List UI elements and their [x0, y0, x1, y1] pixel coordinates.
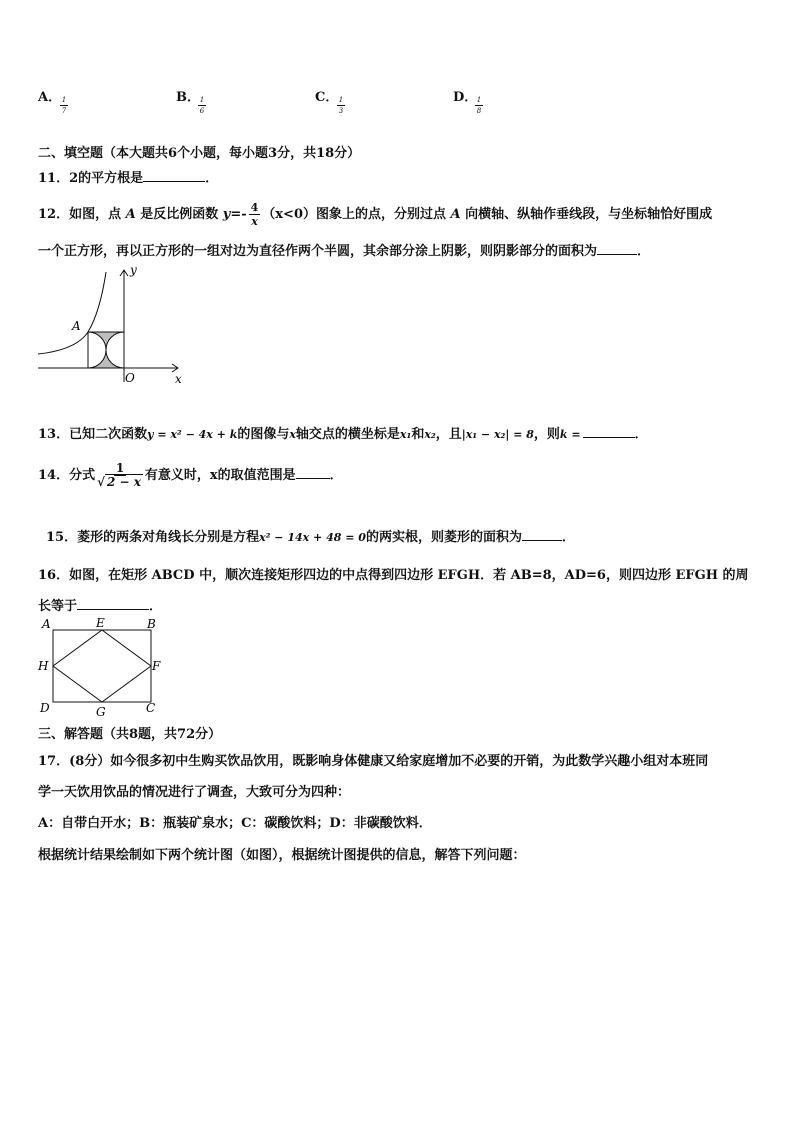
option-b-letter: B．	[176, 90, 200, 105]
label-e: E	[96, 616, 105, 630]
label-f: F	[152, 659, 161, 673]
question-17-line3: A：自带白开水；B：瓶装矿泉水；C：碳酸饮料；D：非碳酸饮料．	[38, 816, 432, 831]
option-a-letter: A．	[38, 90, 62, 105]
label-y: y	[130, 263, 137, 277]
option-a-fraction: 1 7	[61, 96, 67, 115]
q16-figure	[34, 614, 168, 720]
question-11: 11．2的平方根是 ．	[38, 171, 219, 186]
q14-fraction: $\frac{1}{√ 2 - x}$	[97, 461, 141, 489]
q11-text: 11．2的平方根是	[38, 171, 144, 186]
q12-figure	[36, 262, 186, 387]
option-a	[38, 86, 61, 105]
question-15: 15．菱形的两条对角线长分别是方程x² − 14x + 48 = 0的两实根，则菱形的面积为 ．	[46, 530, 575, 545]
question-12-line1: 12．如图，点 A 是反比例函数 y=- $\frac{4}{x}$ （x<0）图象上的点，分别过点 A 向横轴、纵轴作垂线段，与坐标轴恰好围成	[38, 201, 713, 228]
question-13: 13．已知二次函数y = x² − 4x + k的图像与x轴交点的横坐标是x₁和x₂，且|x₁ − x₂| = 8，则k = ．	[38, 427, 648, 442]
question-17-line1: 17．(8分）如今很多初中生购买饮品饮用，既影响身体健康又给家庭增加不必要的开销，为此数学兴趣小组对本班同	[38, 754, 709, 769]
question-17-line4: 根据统计结果绘制如下两个统计图（如图），根据统计图提供的信息，解答下列问题：	[38, 848, 526, 863]
rhombus-efgh	[53, 630, 151, 702]
label-a: A	[72, 319, 81, 333]
answer-blank	[522, 528, 562, 541]
option-d-fraction: 1 8	[476, 96, 482, 115]
option-d-letter: D．	[453, 90, 478, 105]
answer-blank	[583, 425, 635, 438]
q12-fraction: $\frac{4}{x}$	[250, 201, 259, 228]
option-b-fraction: 1 6	[199, 96, 205, 115]
question-16-line2: 长等于 ．	[38, 599, 163, 614]
option-c-fraction: 1 3	[338, 96, 344, 115]
option-c-letter: C．	[315, 90, 339, 105]
label-d: D	[40, 701, 50, 715]
question-14: 14．分式 $\frac{1}{√ 2 - x}$ 有意义时，x的取值范围是 ．	[38, 461, 343, 489]
question-12-line2: 一个正方形，再以正方形的一组对边为直径作两个半圆，其余部分涂上阴影，则阴影部分的面积为 ．	[38, 244, 651, 259]
section3-title: 三、解答题（共8题，共72分）	[38, 727, 222, 742]
option-d	[453, 86, 477, 105]
answer-blank	[597, 242, 637, 255]
label-g: G	[96, 705, 106, 719]
answer-blank	[296, 466, 330, 479]
label-h: H	[38, 659, 49, 673]
question-17-line2: 学一天饮用饮品的情况进行了调查，大致可分为四种：	[38, 785, 351, 800]
option-c	[315, 86, 338, 105]
label-b: B	[147, 617, 156, 631]
label-a: A	[42, 617, 51, 631]
section2-title: 二、填空题（本大题共6个小题，每小题3分，共18分）	[38, 146, 361, 161]
rectangle-abcd	[53, 630, 151, 702]
label-c: C	[146, 701, 156, 715]
answer-blank	[143, 169, 205, 182]
answer-blank	[77, 597, 149, 610]
label-o: O	[125, 371, 135, 385]
question-16-line1: 16．如图，在矩形 ABCD 中，顺次连接矩形四边的中点得到四边形 EFGH．若 AB=8，AD=6，则四边形 EFGH 的周	[38, 568, 749, 583]
option-b	[176, 86, 200, 105]
label-x: x	[175, 372, 182, 386]
